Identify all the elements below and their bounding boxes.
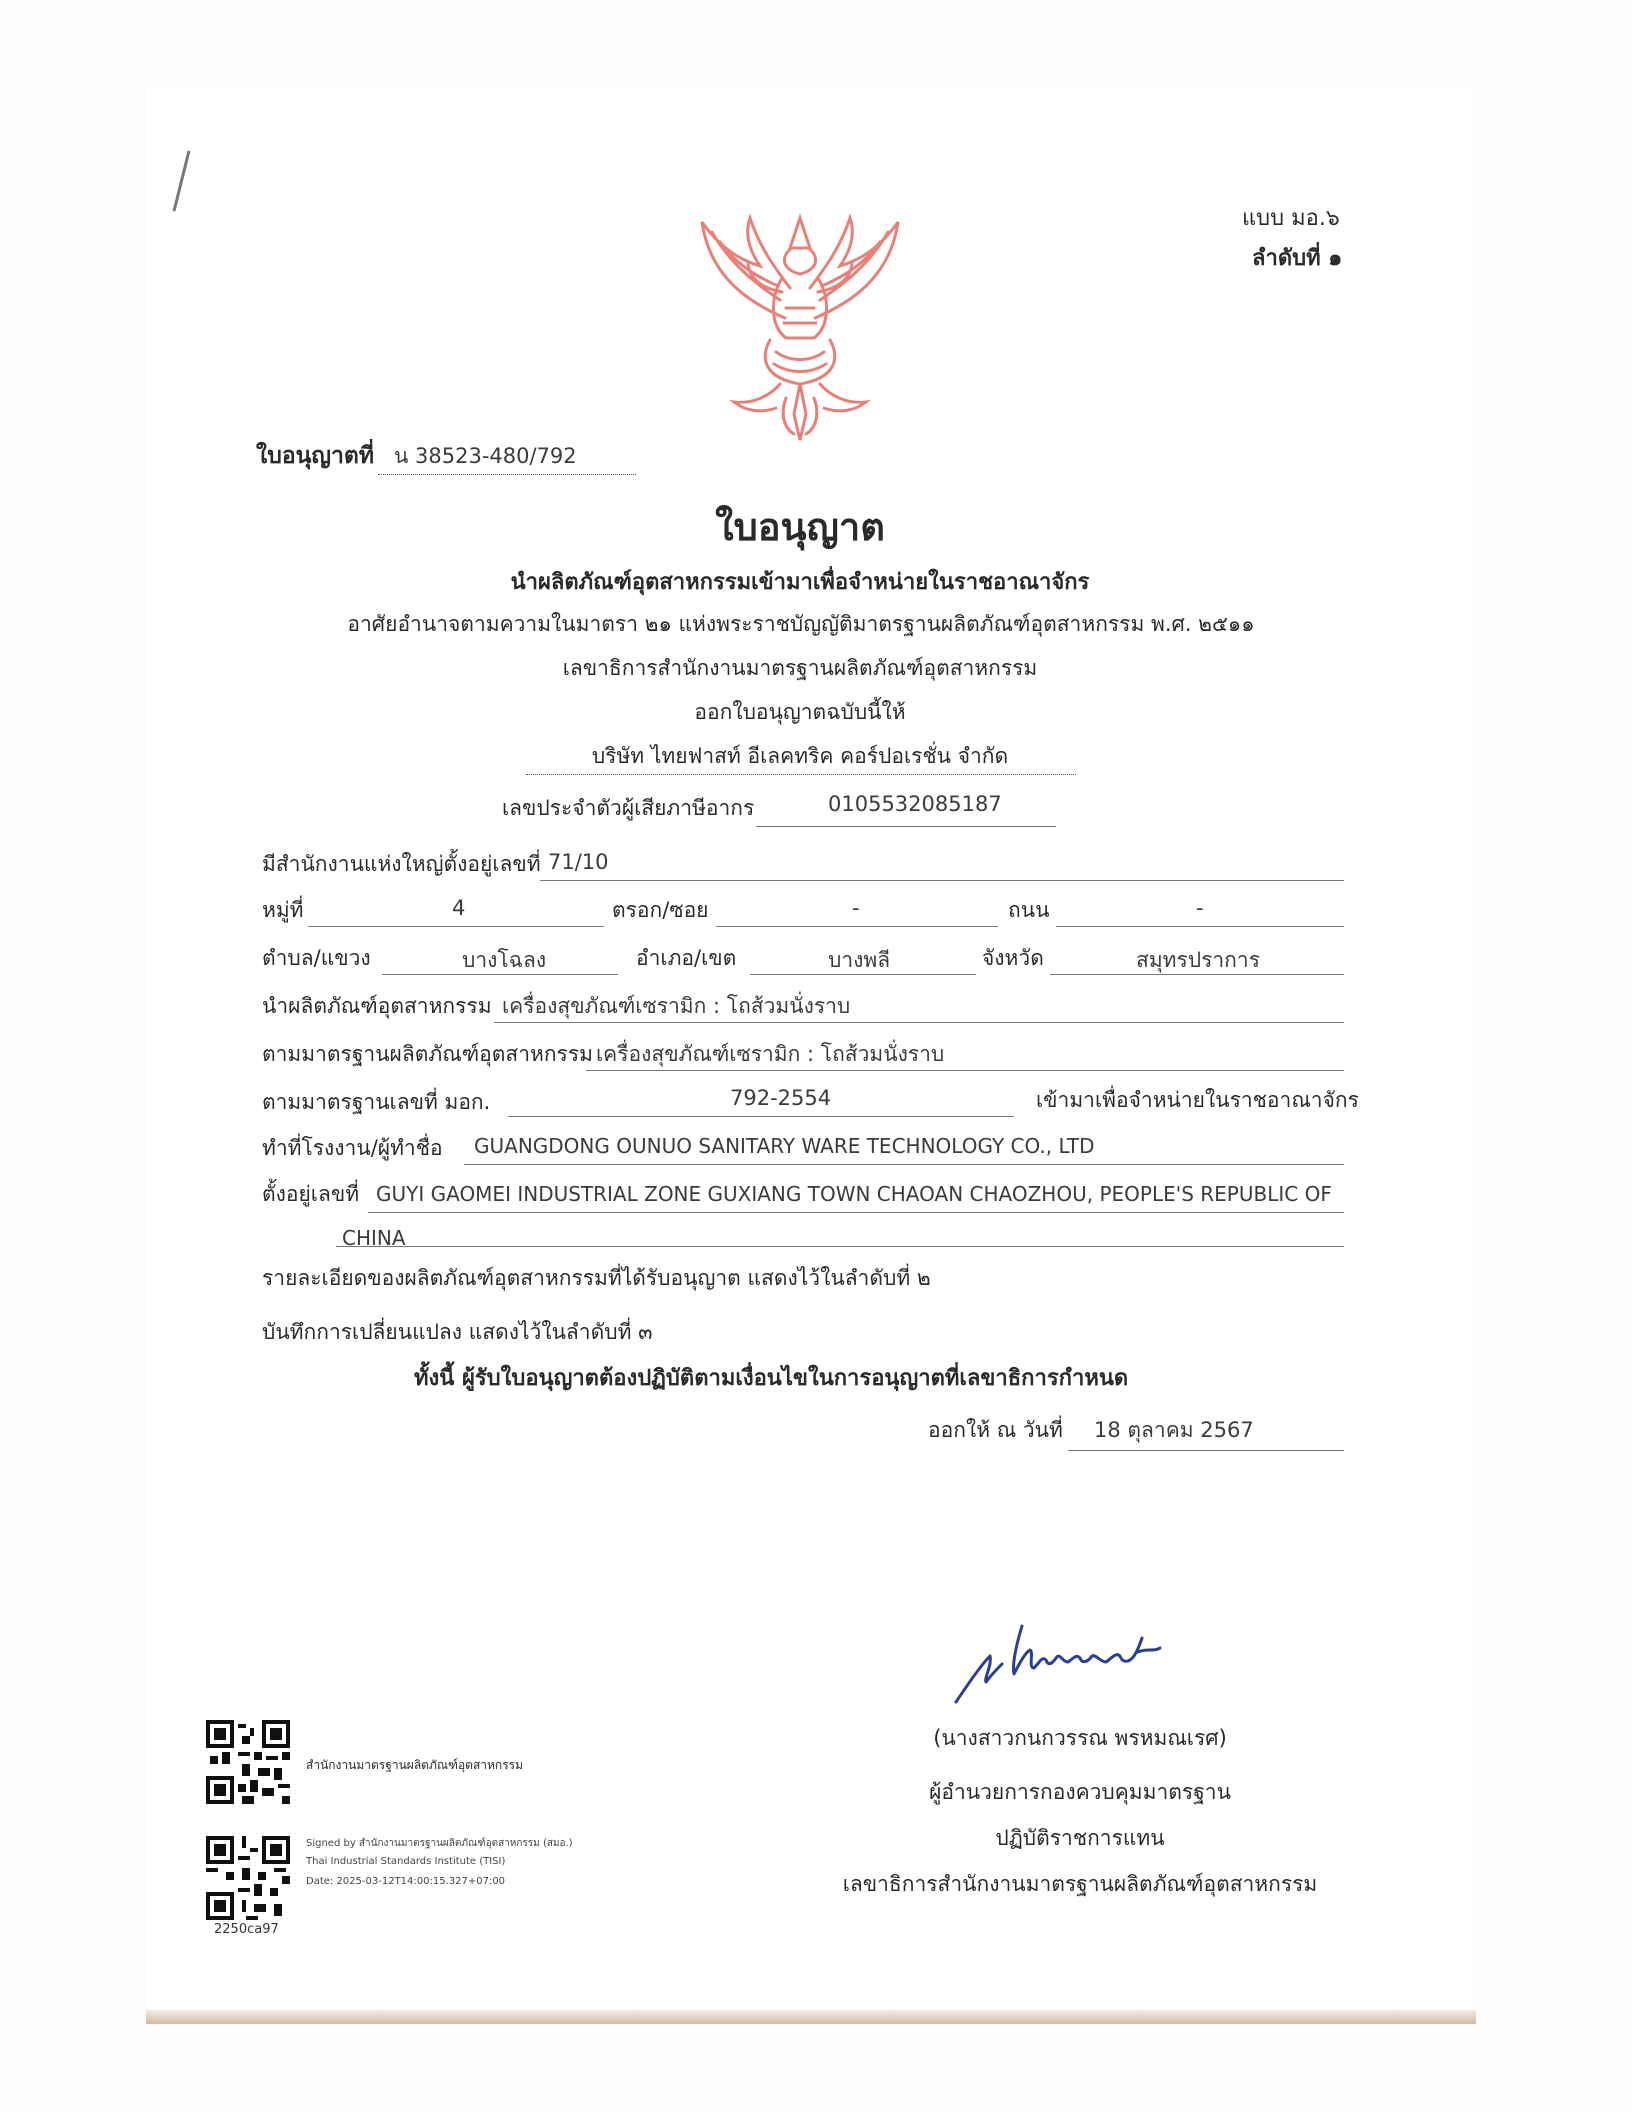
tax-id-line [756, 826, 1056, 827]
form-code: แบบ มอ.๖ [1242, 206, 1340, 231]
standard-number: 792-2554 [730, 1086, 832, 1110]
amphoe-value: บางพลี [828, 948, 891, 972]
signer-position-1: ผู้อำนวยการกองควบคุมมาตรฐาน [929, 1780, 1231, 1804]
soi-value: - [852, 896, 860, 920]
factory-address-line1-rule [368, 1212, 1344, 1213]
signer-position-3: เลขาธิการสำนักงานมาตรฐานผลิตภัณฑ์อุตสาหกรรม [842, 1872, 1318, 1896]
factory-address-line2: CHINA [342, 1226, 406, 1250]
standard-number-label: ตามมาตรฐานเลขที่ มอก. [262, 1090, 491, 1114]
form-order: ลำดับที่ ๑ [1252, 246, 1343, 271]
footer-code: 2250ca97 [214, 1922, 279, 1937]
signer-name: (นางสาวกนกวรรณ พรหมณเรศ) [933, 1726, 1227, 1750]
tax-id: 0105532085187 [828, 792, 1002, 816]
soi-label: ตรอก/ซอย [612, 898, 709, 922]
import-product-line [494, 1022, 1344, 1023]
signer-position-2: ปฏิบัติราชการแทน [995, 1826, 1165, 1850]
details-note: รายละเอียดของผลิตภัณฑ์อุตสาหกรรมที่ได้รับอนุญาต แสดงไว้ในลำดับที่ ๒ [262, 1266, 931, 1290]
factory-address-line1: GUYI GAOMEI INDUSTRIAL ZONE GUXIANG TOWN CHAOAN CHAOZHOU, PEOPLE'S REPUBLIC OF [376, 1182, 1332, 1206]
moo-value: 4 [452, 896, 466, 920]
issued-date-line [1068, 1450, 1344, 1451]
import-product-value: เครื่องสุขภัณฑ์เซรามิก : โถส้วมนั่งราบ [502, 994, 851, 1018]
standard-suffix: เข้ามาเพื่อจำหน่ายในราชอาณาจักร [1036, 1088, 1359, 1112]
hq-label: มีสำนักงานแห่งใหญ่ตั้งอยู่เลขที่ [262, 852, 541, 876]
road-label: ถนน [1008, 898, 1050, 922]
standard-line [586, 1070, 1344, 1071]
condition-note: ทั้งนี้ ผู้รับใบอนุญาตต้องปฏิบัติตามเงื่อนไขในการอนุญาตที่เลขาธิการกำหนด [414, 1366, 1129, 1391]
province-line [1050, 974, 1344, 975]
document-subtitle: นำผลิตภัณฑ์อุตสาหกรรมเข้ามาเพื่อจำหน่ายในราชอาณาจักร [510, 570, 1090, 595]
issuer-line: เลขาธิการสำนักงานมาตรฐานผลิตภัณฑ์อุตสาหกรรม [562, 656, 1038, 680]
factory-location-label: ตั้งอยู่เลขที่ [262, 1182, 360, 1206]
footer-institute: Thai Industrial Standards Institute (TISI) [306, 1856, 506, 1867]
hq-number: 71/10 [548, 850, 609, 874]
footer-signed-by: Signed by สำนักงานมาตรฐานผลิตภัณฑ์อุตสาหกรรม (สมอ.) [306, 1838, 573, 1849]
paper-edge [146, 2010, 1476, 2024]
issue-to-line: ออกใบอนุญาตฉบับนี้ให้ [694, 700, 906, 724]
qr-code-icon [206, 1720, 290, 1804]
tambon-line [382, 974, 618, 975]
hq-line [540, 880, 1344, 881]
garuda-emblem-icon [690, 208, 910, 444]
changes-note: บันทึกการเปลี่ยนแปลง แสดงไว้ในลำดับที่ ๓ [262, 1320, 653, 1344]
factory-address-line2-rule [336, 1246, 1344, 1247]
road-line [1056, 926, 1344, 927]
import-product-label: นำผลิตภัณฑ์อุตสาหกรรม [262, 994, 492, 1018]
license-number: น 38523-480/792 [394, 444, 577, 468]
road-value: - [1196, 896, 1204, 920]
tambon-label: ตำบล/แขวง [262, 946, 371, 970]
amphoe-label: อำเภอ/เขต [636, 946, 737, 970]
tambon-value: บางโฉลง [462, 948, 547, 972]
tax-id-label: เลขประจำตัวผู้เสียภาษีอากร [502, 796, 755, 820]
handwritten-signature [950, 1622, 1180, 1712]
license-number-label: ใบอนุญาตที่ [256, 443, 374, 469]
issued-date-label: ออกให้ ณ วันที่ [928, 1418, 1063, 1442]
issued-date: 18 ตุลาคม 2567 [1094, 1418, 1254, 1442]
province-value: สมุทรปราการ [1136, 948, 1260, 972]
factory-label: ทำที่โรงงาน/ผู้ทำชื่อ [262, 1136, 443, 1160]
authority-line: อาศัยอำนาจตามความในมาตรา ๒๑ แห่งพระราชบัญญัติมาตรฐานผลิตภัณฑ์อุตสาหกรรม พ.ศ. ๒๕๑๑ [347, 612, 1255, 636]
factory-name: GUANGDONG OUNUO SANITARY WARE TECHNOLOGY CO., LTD [474, 1134, 1095, 1158]
license-number-line [378, 474, 636, 475]
document-title: ใบอนุญาต [715, 505, 885, 549]
amphoe-line [750, 974, 976, 975]
standard-label: ตามมาตรฐานผลิตภัณฑ์อุตสาหกรรม [262, 1042, 593, 1066]
footer-office: สำนักงานมาตรฐานผลิตภัณฑ์อุตสาหกรรม [306, 1758, 524, 1772]
standard-number-line [508, 1116, 1014, 1117]
province-label: จังหวัด [982, 946, 1044, 970]
licensee-company: บริษัท ไทยฟาสท์ อีเลคทริค คอร์ปอเรชั่น จำกัด [591, 744, 1009, 768]
moo-label: หมู่ที่ [262, 898, 304, 922]
digital-signature-qr-icon [206, 1836, 290, 1920]
factory-line [464, 1164, 1344, 1165]
moo-line [308, 926, 604, 927]
company-line [526, 774, 1076, 775]
footer-date: Date: 2025-03-12T14:00:15.327+07:00 [306, 1876, 506, 1887]
standard-value: เครื่องสุขภัณฑ์เซรามิก : โถส้วมนั่งราบ [596, 1042, 945, 1066]
soi-line [716, 926, 998, 927]
